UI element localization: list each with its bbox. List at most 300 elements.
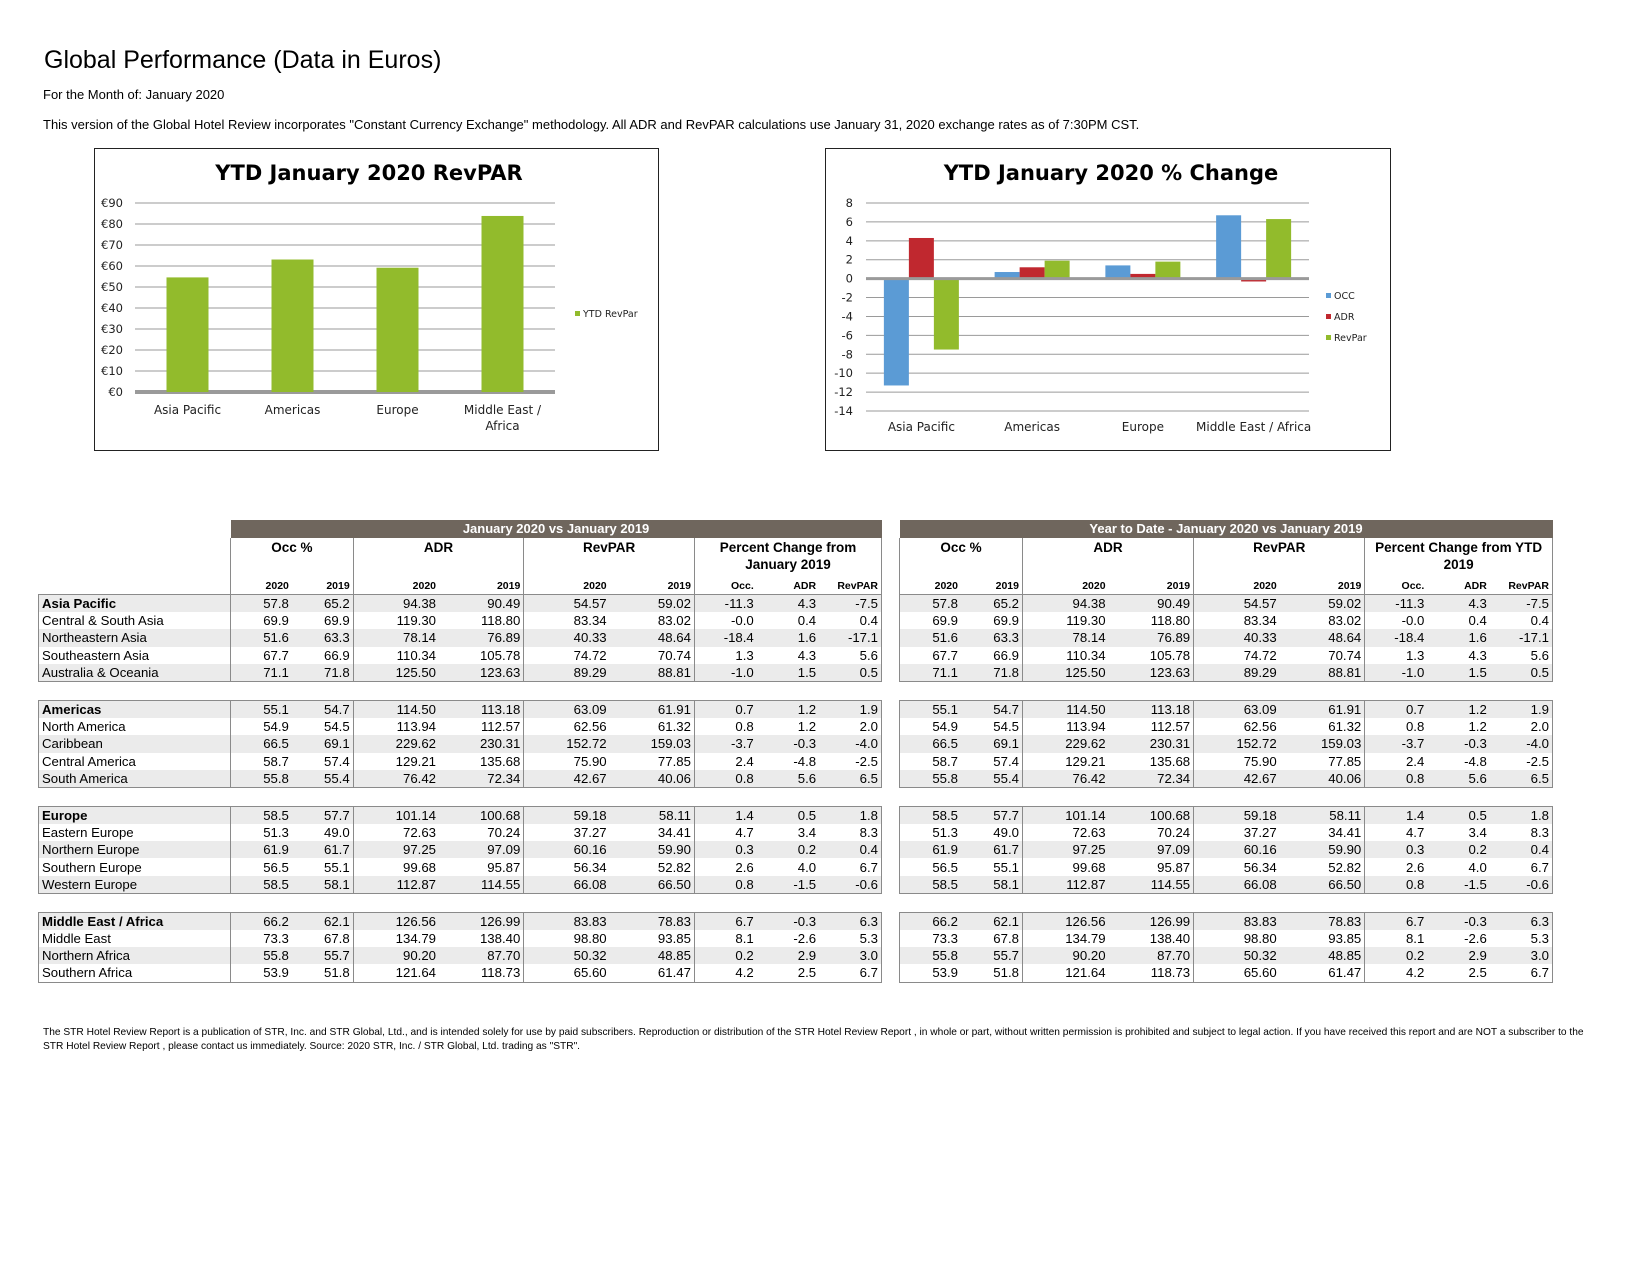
table-cell: 5.3: [1490, 930, 1553, 947]
table-cell: 0.2: [1427, 841, 1490, 858]
table-cell: 0.4: [797, 613, 817, 629]
region-name: North America: [39, 718, 231, 735]
table-cell: 114.50: [353, 700, 439, 718]
table-cell: 72.63: [1022, 824, 1108, 841]
table-row: [900, 664, 1553, 682]
table-cell: 0.8: [1365, 876, 1428, 894]
table-cell: -0.3: [757, 912, 819, 930]
ytd-comparison-table: [899, 520, 1553, 983]
table-cell: 34.41: [1328, 825, 1362, 841]
table-cell: 73.3: [900, 930, 961, 947]
table-cell: 55.4: [292, 770, 353, 788]
table-cell: 59.90: [610, 841, 695, 858]
table-cell: 94.38: [353, 595, 439, 613]
table-cell: 66.50: [610, 876, 695, 894]
table-cell: 56.34: [1194, 858, 1280, 875]
table-cell: 61.7: [961, 841, 1022, 858]
table-cell: 113.94: [1022, 718, 1108, 735]
table-cell: 62.56: [524, 718, 610, 735]
table-cell: -7.5: [1490, 595, 1553, 613]
column-header: 2019: [326, 580, 350, 592]
x-tick-label: Asia Pacific: [153, 403, 222, 417]
table-cell: 78.83: [610, 912, 695, 930]
column-group-header: RevPAR: [1194, 538, 1365, 578]
table-cell: 56.5: [900, 858, 961, 875]
table-cell: 6.5: [819, 770, 881, 788]
table-cell: 59.02: [1280, 595, 1365, 613]
legend-label: ADR: [1334, 312, 1355, 323]
y-tick-label: €60: [101, 259, 123, 273]
table-cell: 2.9: [1427, 947, 1490, 964]
table-cell: 97.09: [439, 841, 524, 858]
table-cell: 97.09: [1109, 841, 1194, 858]
table-cell: 37.27: [1194, 824, 1280, 841]
column-group-header: RevPAR: [524, 538, 695, 578]
region-name: Caribbean: [39, 735, 231, 752]
table-cell: 87.70: [439, 947, 524, 964]
region-name: Northern Europe: [39, 841, 231, 858]
table-cell: 229.62: [1022, 735, 1108, 752]
table-cell: 2.0: [819, 718, 881, 735]
table-cell: 63.3: [292, 629, 353, 646]
table-cell: 126.99: [1109, 912, 1194, 930]
table-row: [39, 930, 882, 947]
y-tick-label: -12: [834, 385, 853, 400]
page-title: Global Performance (Data in Euros): [44, 46, 442, 74]
table-cell: 61.9: [900, 841, 961, 858]
table-cell: 114.50: [1022, 700, 1108, 718]
bar-ytd-revpar: [377, 268, 419, 392]
table-cell: 129.21: [353, 753, 439, 770]
table-cell: 67.8: [993, 931, 1019, 947]
table-cell: -0.6: [819, 876, 881, 894]
table-cell: 112.57: [1150, 719, 1191, 735]
table-cell: 48.64: [1280, 629, 1365, 646]
table-cell: 0.8: [694, 718, 756, 735]
table-cell: 1.6: [757, 629, 819, 646]
table-row: [900, 629, 1553, 646]
y-tick-label: 8: [845, 196, 853, 210]
table-cell: 4.3: [1468, 647, 1487, 663]
table-cell: 63.3: [961, 629, 1022, 646]
table-cell: 230.31: [439, 735, 524, 752]
table-row: [900, 947, 1553, 964]
bar-ytd-revpar: [167, 277, 209, 392]
table-cell: 73.3: [231, 930, 292, 947]
table-cell: 118.80: [1150, 613, 1191, 629]
bar-revpar: [934, 279, 959, 350]
table-cell: 40.33: [1194, 629, 1280, 646]
table-cell: 123.63: [439, 664, 524, 682]
x-tick-label: Europe: [1121, 420, 1164, 434]
table-cell: 58.5: [900, 806, 961, 824]
table-cell: 100.68: [1109, 806, 1194, 824]
methodology-note: This version of the Global Hotel Review incorporates "Constant Currency Exchange" methodology. All ADR and RevPAR calculations use January 31, 2020 exchange rates as of 7:30PM CST.: [43, 117, 1140, 132]
table-row: [39, 841, 882, 858]
table-cell: 5.6: [1427, 770, 1490, 788]
table-row: [39, 735, 882, 752]
table-cell: 101.14: [1022, 806, 1108, 824]
table-cell: 71.8: [961, 664, 1022, 682]
table-cell: 4.3: [757, 595, 819, 613]
table-cell: 61.9: [231, 841, 292, 858]
table-cell: -2.6: [793, 931, 817, 947]
table-cell: 55.8: [900, 770, 961, 788]
y-tick-label: €40: [101, 301, 123, 315]
table-row: [39, 664, 882, 682]
table-cell: 59.02: [610, 595, 695, 613]
region-name: Australia & Oceania: [39, 664, 231, 682]
table-cell: 59.18: [524, 806, 610, 824]
table-cell: 70.74: [657, 647, 691, 663]
table-row: [900, 595, 1553, 613]
table-row: [39, 718, 882, 735]
y-tick-label: 0: [845, 271, 853, 286]
table-cell: 0.8: [694, 770, 756, 788]
table-cell: 55.8: [231, 947, 292, 964]
y-tick-label: 4: [845, 233, 853, 248]
table-cell: 3.4: [797, 825, 817, 841]
table-cell: 138.40: [1149, 931, 1191, 947]
table-cell: -0.6: [1490, 876, 1553, 894]
table-cell: 69.9: [993, 613, 1019, 629]
table-cell: 66.9: [993, 647, 1019, 663]
table-row: [39, 753, 882, 770]
table-cell: 1.2: [797, 719, 817, 735]
monthly-comparison-table: [38, 520, 882, 983]
bar-ytd-revpar: [482, 216, 524, 392]
table-cell: 98.80: [524, 930, 610, 947]
region-name: Central & South Asia: [39, 612, 231, 629]
table-cell: 52.82: [1328, 859, 1362, 875]
table-cell: 65.60: [1194, 964, 1280, 982]
table-cell: 69.9: [324, 613, 350, 629]
table-cell: -17.1: [1490, 629, 1553, 646]
table-cell: 90.49: [439, 595, 524, 613]
table-cell: 69.9: [900, 612, 961, 629]
table-cell: 119.30: [1022, 612, 1108, 629]
table-cell: 83.02: [657, 613, 691, 629]
legend-label: RevPar: [1334, 333, 1367, 344]
table-cell: 8.1: [694, 930, 756, 947]
table-row: [900, 930, 1553, 947]
region-name: Central America: [39, 753, 231, 770]
table-cell: 159.03: [610, 735, 695, 752]
table-cell: 59.18: [1194, 806, 1280, 824]
table-cell: 5.6: [1490, 647, 1553, 664]
table-cell: 6.3: [1490, 912, 1553, 930]
table-cell: 66.2: [231, 912, 292, 930]
table-cell: 61.7: [292, 841, 353, 858]
column-header: Occ.: [1365, 578, 1428, 595]
table-cell: 8.3: [819, 824, 881, 841]
table-cell: 72.63: [353, 824, 439, 841]
table-cell: 1.8: [1490, 806, 1553, 824]
table-cell: 230.31: [1109, 735, 1194, 752]
table-cell: 61.91: [1280, 700, 1365, 718]
region-name: Asia Pacific: [39, 595, 231, 613]
table-cell: 126.99: [439, 912, 524, 930]
table-cell: 1.5: [1427, 664, 1490, 682]
table-cell: 6.7: [1365, 912, 1428, 930]
table-cell: -2.6: [1464, 931, 1487, 947]
y-tick-label: 6: [845, 214, 853, 229]
bar-adr: [909, 238, 934, 279]
bar-revpar: [1266, 219, 1291, 279]
table-cell: 5.6: [757, 770, 819, 788]
table-cell: 55.1: [993, 859, 1019, 875]
table-cell: 87.70: [1109, 947, 1194, 964]
table-cell: 62.1: [961, 912, 1022, 930]
table-cell: 58.11: [1280, 806, 1365, 824]
bar-occ: [1105, 265, 1130, 278]
table-cell: 78.14: [353, 629, 439, 646]
table-cell: 55.8: [900, 947, 961, 964]
table-cell: -4.8: [1464, 753, 1487, 769]
table-cell: 3.0: [1490, 947, 1553, 964]
table-cell: 0.5: [1427, 806, 1490, 824]
table-cell: 63.09: [524, 700, 610, 718]
table-cell: 48.85: [610, 947, 695, 964]
table-row: [39, 964, 882, 982]
table-row: [39, 595, 882, 613]
table-cell: 152.72: [1194, 735, 1280, 752]
table-cell: 40.06: [610, 770, 695, 788]
table-cell: 69.1: [961, 735, 1022, 752]
table-cell: 78.14: [1022, 629, 1108, 646]
table-cell: -11.3: [694, 595, 756, 613]
legend-swatch: [575, 311, 580, 316]
column-group-header: Occ %: [900, 538, 1023, 578]
table-cell: 4.7: [1365, 824, 1428, 841]
table-row: [900, 700, 1553, 718]
table-cell: 126.56: [1022, 912, 1108, 930]
table-cell: -4.0: [819, 735, 881, 752]
table-cell: 119.30: [353, 612, 439, 629]
table-cell: 95.87: [487, 859, 521, 875]
table-cell: 74.72: [1194, 647, 1280, 664]
table-cell: 54.9: [231, 718, 292, 735]
table-cell: 6.7: [819, 964, 881, 982]
table-cell: 61.47: [610, 964, 695, 982]
bar-ytd-revpar: [272, 260, 314, 392]
table-cell: 40.33: [524, 629, 610, 646]
table-cell: 113.94: [353, 718, 439, 735]
table-cell: 69.9: [231, 612, 292, 629]
table-row: [900, 806, 1553, 824]
table-cell: -17.1: [819, 629, 881, 646]
table-row: [39, 806, 882, 824]
x-tick-label: Americas: [264, 403, 321, 417]
column-header: RevPAR: [1490, 578, 1553, 595]
table-row: [900, 718, 1553, 735]
table-cell: 90.20: [353, 947, 439, 964]
table-cell: 54.57: [1194, 595, 1280, 613]
table-cell: 51.3: [900, 824, 961, 841]
table-cell: 53.9: [231, 964, 292, 982]
table-cell: 77.85: [657, 753, 691, 769]
table-cell: 56.34: [524, 858, 610, 875]
table-row: [900, 770, 1553, 788]
table-cell: 83.34: [1194, 612, 1280, 629]
y-tick-label: €50: [101, 280, 123, 294]
table-cell: 0.2: [757, 841, 819, 858]
table-cell: 1.9: [1490, 700, 1553, 718]
table-cell: 3.0: [819, 947, 881, 964]
y-tick-label: €20: [101, 343, 123, 357]
table-cell: 66.5: [231, 735, 292, 752]
table-banner: January 2020 vs January 2019: [231, 520, 882, 538]
table-cell: 138.40: [479, 931, 521, 947]
table-cell: 55.1: [231, 700, 292, 718]
table-cell: 0.5: [1490, 664, 1553, 682]
table-cell: 70.24: [1157, 825, 1191, 841]
table-cell: 34.41: [657, 825, 691, 841]
x-tick-label: Asia Pacific: [887, 420, 955, 434]
table-cell: 95.87: [1157, 859, 1191, 875]
y-tick-label: €70: [101, 238, 123, 252]
table-cell: 65.2: [292, 595, 353, 613]
table-row: [39, 947, 882, 964]
table-cell: 105.78: [1149, 647, 1191, 663]
region-name: Southern Europe: [39, 858, 231, 875]
table-cell: 76.89: [1109, 629, 1194, 646]
table-row: [39, 876, 882, 894]
table-cell: 99.68: [353, 858, 439, 875]
table-cell: 55.4: [961, 770, 1022, 788]
table-cell: 0.3: [694, 841, 756, 858]
column-header: 2020: [524, 578, 610, 595]
column-header: ADR: [793, 580, 817, 592]
legend-swatch: [1326, 335, 1331, 340]
table-cell: 2.9: [757, 947, 819, 964]
table-cell: 2.5: [1427, 964, 1490, 982]
table-cell: 5.3: [819, 930, 881, 947]
table-row: [900, 647, 1553, 664]
table-cell: 4.2: [694, 964, 756, 982]
region-name: Middle East: [39, 930, 231, 947]
y-tick-label: -8: [841, 347, 853, 362]
x-tick-label: Middle East / Africa: [1196, 420, 1312, 434]
table-cell: 78.83: [1280, 912, 1365, 930]
table-cell: 66.2: [900, 912, 961, 930]
table-cell: 59.90: [1280, 841, 1365, 858]
table-cell: -0.3: [757, 735, 819, 752]
table-cell: 55.8: [231, 770, 292, 788]
table-cell: 58.5: [231, 806, 292, 824]
table-cell: 105.78: [479, 647, 521, 663]
table-cell: 118.73: [439, 964, 524, 982]
table-row: [900, 964, 1553, 982]
table-cell: -4.8: [793, 753, 817, 769]
table-cell: 55.1: [324, 859, 350, 875]
table-cell: 76.42: [1022, 770, 1108, 788]
table-cell: 3.4: [1468, 825, 1487, 841]
table-cell: 112.87: [1022, 876, 1108, 894]
table-cell: 94.38: [1022, 595, 1108, 613]
bar-revpar: [1045, 261, 1070, 279]
table-cell: 51.6: [900, 629, 961, 646]
table-cell: 54.57: [524, 595, 610, 613]
table-cell: 6.7: [694, 912, 756, 930]
legend-label: OCC: [1334, 291, 1355, 302]
table-cell: 8.1: [1365, 930, 1428, 947]
table-cell: 1.3: [1365, 647, 1428, 664]
table-cell: 76.89: [439, 629, 524, 646]
table-cell: 62.56: [1194, 718, 1280, 735]
table-cell: 66.08: [1194, 876, 1280, 894]
table-cell: 58.5: [900, 876, 961, 894]
table-cell: 58.11: [610, 806, 695, 824]
table-cell: 0.7: [694, 700, 756, 718]
column-header: 2019: [496, 580, 521, 592]
table-cell: 75.90: [1194, 753, 1280, 770]
table-cell: 113.18: [1109, 700, 1194, 718]
table-cell: 75.90: [524, 753, 610, 770]
table-cell: 51.8: [292, 964, 353, 982]
table-cell: 37.27: [524, 824, 610, 841]
table-cell: 50.32: [1194, 947, 1280, 964]
table-cell: 51.8: [961, 964, 1022, 982]
table-cell: 54.5: [324, 719, 350, 735]
table-cell: 134.79: [353, 930, 439, 947]
region-name: Western Europe: [39, 876, 231, 894]
table-cell: 55.7: [961, 947, 1022, 964]
table-cell: 57.8: [231, 595, 292, 613]
table-cell: 66.5: [900, 735, 961, 752]
table-cell: 152.72: [524, 735, 610, 752]
table-cell: 1.4: [694, 806, 756, 824]
table-cell: 70.24: [487, 825, 521, 841]
table-cell: 6.5: [1490, 770, 1553, 788]
table-cell: 0.5: [757, 806, 819, 824]
footer-disclaimer: The STR Hotel Review Report is a publication of STR, Inc. and STR Global, Ltd., and is intended solely for use by paid subscribers. Reproduction or distribution of the STR Hotel Review Report , in whole or part, without written permission is prohibited and subject to legal action. If you have received this report and are NOT a subscriber to the STR Hotel Review Report , please contact us immediately. Source: 2020 STR, Inc. / STR Global, Ltd. trading as "STR".: [43, 1027, 1584, 1052]
table-cell: 89.29: [524, 664, 610, 682]
table-cell: 2.0: [1490, 718, 1553, 735]
table-cell: 114.55: [1109, 876, 1194, 894]
table-cell: 58.7: [231, 753, 292, 770]
table-cell: 113.18: [439, 700, 524, 718]
table-cell: 100.68: [439, 806, 524, 824]
table-cell: 135.68: [479, 753, 521, 769]
table-cell: 123.63: [1109, 664, 1194, 682]
table-cell: 93.85: [657, 931, 691, 947]
table-cell: 8.3: [1490, 824, 1553, 841]
table-cell: 93.85: [1328, 931, 1362, 947]
table-cell: 0.2: [1365, 947, 1428, 964]
table-cell: 67.7: [231, 647, 292, 664]
y-tick-label: €80: [101, 217, 123, 231]
y-tick-label: €0: [108, 385, 123, 399]
column-header: 2019: [1337, 580, 1362, 592]
table-cell: 90.20: [1022, 947, 1108, 964]
table-cell: 66.08: [524, 876, 610, 894]
table-cell: 1.2: [1427, 700, 1490, 718]
y-tick-label: -4: [841, 309, 853, 324]
table-cell: 0.7: [1365, 700, 1428, 718]
table-cell: 66.9: [324, 647, 350, 663]
bar-occ: [1216, 215, 1241, 278]
y-tick-label: €90: [101, 196, 123, 210]
table-cell: 1.6: [1427, 629, 1490, 646]
month-line: For the Month of: January 2020: [43, 87, 225, 102]
table-cell: 0.2: [694, 947, 756, 964]
table-cell: 61.32: [657, 719, 691, 735]
table-cell: 48.85: [1280, 947, 1365, 964]
table-cell: 134.79: [1022, 930, 1108, 947]
table-cell: -7.5: [819, 595, 881, 613]
table-cell: 121.64: [1022, 964, 1108, 982]
